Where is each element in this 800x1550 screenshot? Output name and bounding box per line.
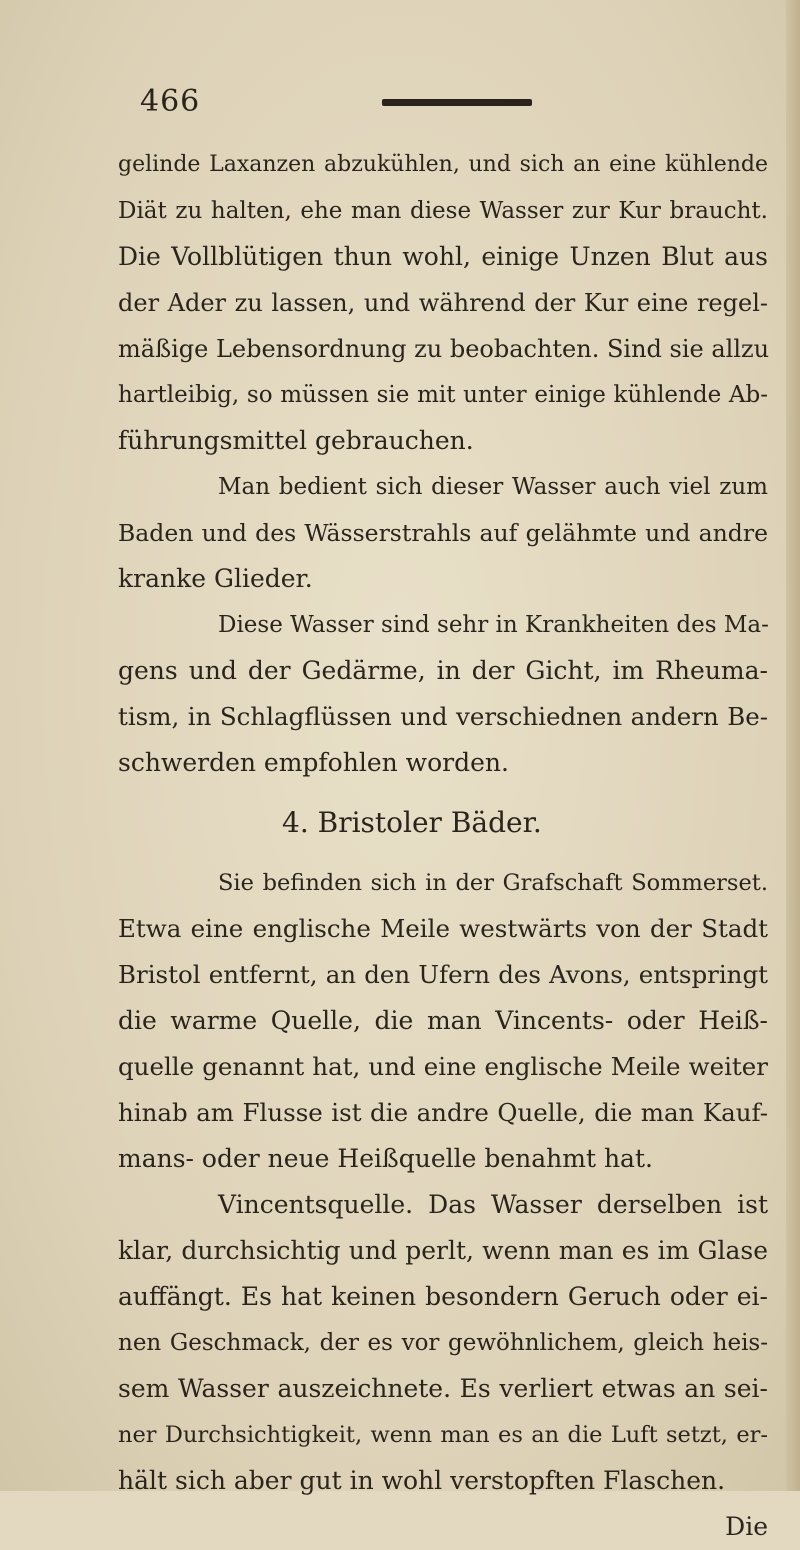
text-line: der Ader zu lassen, und während der Kur eine regel- <box>118 289 768 317</box>
text-line: quelle genannt hat, und eine englische Meile weiter <box>118 1052 768 1081</box>
text-line: mans- oder neue Heißquelle benahmt hat. <box>118 1144 653 1173</box>
text-line: Vincentsquelle. Das Wasser derselben ist <box>218 1190 768 1219</box>
text-line: Die Vollblütigen thun wohl, einige Unzen Blut aus <box>118 242 768 271</box>
catchword: Die <box>725 1512 768 1541</box>
text-line: schwerden empfohlen worden. <box>118 748 509 777</box>
text-line: hartleibig, so müssen sie mit unter einige kühlende Ab- <box>118 382 768 408</box>
text-line: tism, in Schlagflüssen und verschiednen andern Be- <box>118 702 768 731</box>
text-line: Baden und des Wässerstrahls auf gelähmte und andre <box>118 519 768 547</box>
text-line: mäßige Lebensordnung zu beobachten. Sind sie allzu <box>118 335 770 363</box>
text-line: Sie befinden sich in der Grafschaft Sommerset. <box>218 870 768 896</box>
text-line: die warme Quelle, die man Vincents- oder Heiß- <box>118 1006 768 1035</box>
text-line: kranke Glieder. <box>118 564 313 593</box>
text-line: Man bedient sich dieser Wasser auch viel zum <box>218 474 768 500</box>
text-line: hinab am Flusse ist die andre Quelle, die man Kauf- <box>118 1098 768 1127</box>
text-line: Diät zu halten, ehe man diese Wasser zur Kur braucht. <box>118 198 768 224</box>
page-edge <box>786 0 800 1491</box>
text-line: klar, durchsichtig und perlt, wenn man es im Glase <box>118 1236 768 1265</box>
section-heading: 4. Bristoler Bäder. <box>282 806 542 839</box>
text-line: gelinde Laxanzen abzukühlen, und sich an eine kühlende <box>118 152 768 177</box>
text-line: hält sich aber gut in wohl verstopften Flaschen. <box>118 1466 726 1495</box>
text-line: Diese Wasser sind sehr in Krankheiten des Ma- <box>218 612 769 638</box>
page-number: 466 <box>140 84 201 119</box>
text-line: sem Wasser auszeichnete. Es verliert etwas an sei- <box>118 1374 768 1403</box>
text-line: Bristol entfernt, an den Ufern des Avons, entspringt <box>118 960 768 989</box>
text-line: gens und der Gedärme, in der Gicht, im Rheuma- <box>118 656 768 685</box>
text-line: führungsmittel gebrauchen. <box>118 426 474 455</box>
body-text <box>118 142 768 1550</box>
text-line: ner Durchsichtigkeit, wenn man es an die Luft setzt, er- <box>118 1422 768 1448</box>
text-line: auffängt. Es hat keinen besondern Geruch oder ei- <box>118 1282 768 1311</box>
text-line: nen Geschmack, der es vor gewöhnlichem, gleich heis- <box>118 1330 768 1356</box>
text-line: Etwa eine englische Meile westwärts von der Stadt <box>118 914 768 943</box>
header-rule <box>382 99 532 106</box>
